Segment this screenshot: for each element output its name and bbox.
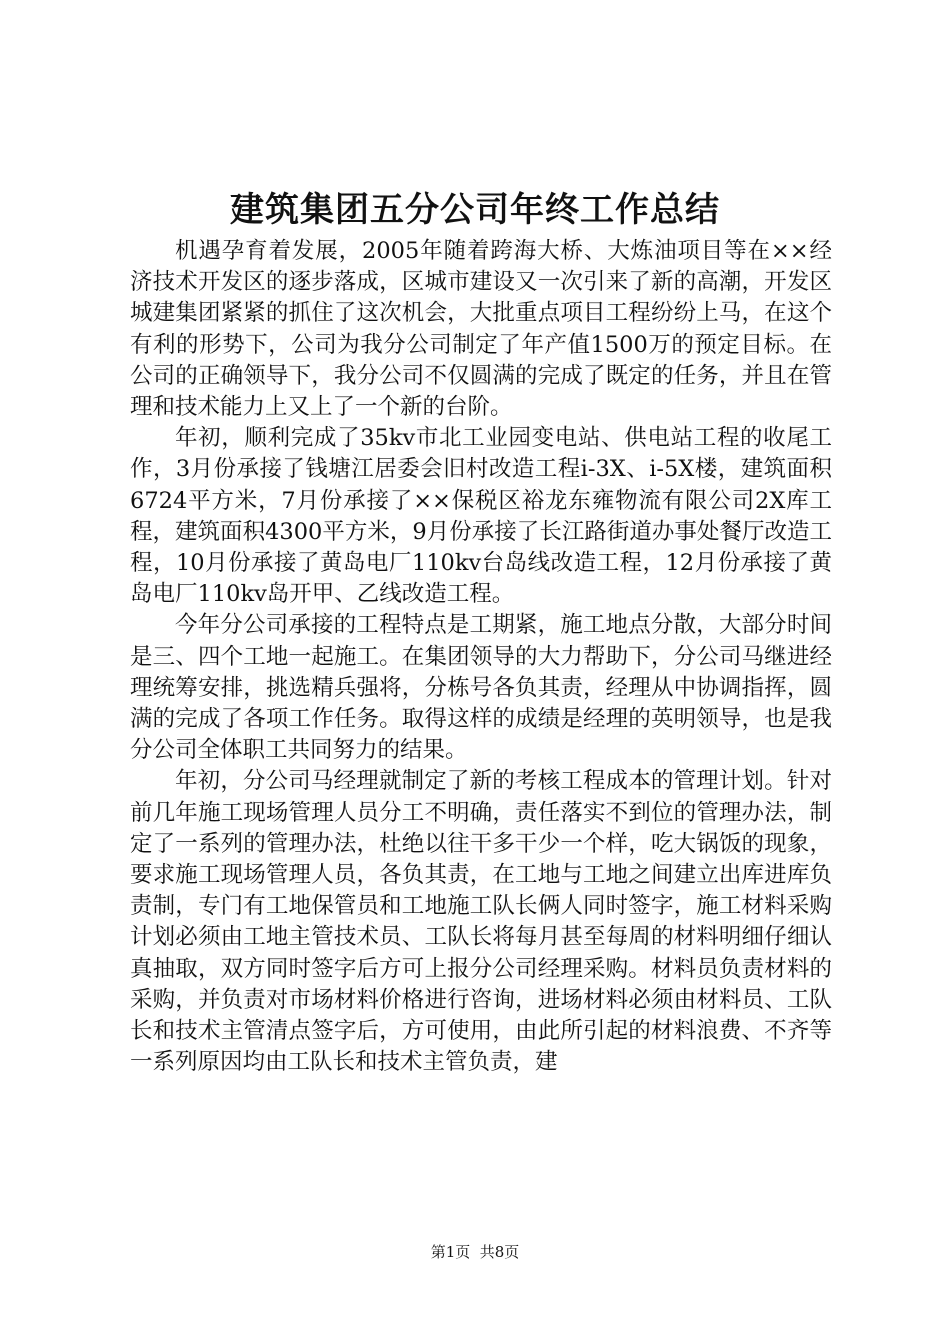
paragraph-3: 今年分公司承接的工程特点是工期紧，施工地点分散，大部分时间是三、四个工地一起施工。在集团领导的大力帮助下，分公司马继进经理统筹安排，挑选精兵强将，分栋号各负其责，经理从中协调指挥，圆满的完成了各项工作任务。取得这样的成绩是经理的英明领导，也是我分公司全体职工共同努力的结果。: [130, 612, 832, 764]
document-body: [130, 236, 832, 1078]
page-number-label: 第1页 共8页: [430, 1243, 520, 1261]
page-footer: [0, 1242, 950, 1262]
paragraph-2: 年初，顺利完成了35kv市北工业园变电站、供电站工程的收尾工作，3月份承接了钱塘江居委会旧村改造工程i-3X、i-5X楼，建筑面积6724平方米，7月份承接了××保税区裕龙东雍物流有限公司2X库工程，建筑面积4300平方米，9月份承接了长江路街道办事处餐厅改造工程，10月份承接了黄岛电厂110kv台岛线改造工程，12月份承接了黄岛电厂110kv岛开甲、乙线改造工程。: [130, 425, 832, 608]
paragraph-1: 机遇孕育着发展，2005年随着跨海大桥、大炼油项目等在××经济技术开发区的逐步落成，区城市建设又一次引来了新的高潮，开发区城建集团紧紧的抓住了这次机会，大批重点项目工程纷纷上马，在这个有利的形势下，公司为我分公司制定了年产值1500万的预定目标。在公司的正确领导下，我分公司不仅圆满的完成了既定的任务，并且在管理和技术能力上又上了一个新的台阶。: [130, 238, 832, 421]
document-title: 建筑集团五分公司年终工作总结: [230, 190, 720, 230]
paragraph-4: 年初，分公司马经理就制定了新的考核工程成本的管理计划。针对前几年施工现场管理人员分工不明确，责任落实不到位的管理办法，制定了一系列的管理办法，杜绝以往干多干少一个样，吃大锅饭的现象，要求施工现场管理人员，各负其责，在工地与工地之间建立出库进库负责制，专门有工地保管员和工地施工队长俩人同时签字，施工材料采购计划必须由工地主管技术员、工队长将每月甚至每周的材料明细仔细认真抽取，双方同时签字后方可上报分公司经理采购。材料员负责材料的采购，并负责对市场材料价格进行咨询，进场材料必须由材料员、工队长和技术主管清点签字后，方可使用，由此所引起的材料浪费、不齐等一系列原因均由工队长和技术主管负责，建: [130, 768, 832, 1076]
